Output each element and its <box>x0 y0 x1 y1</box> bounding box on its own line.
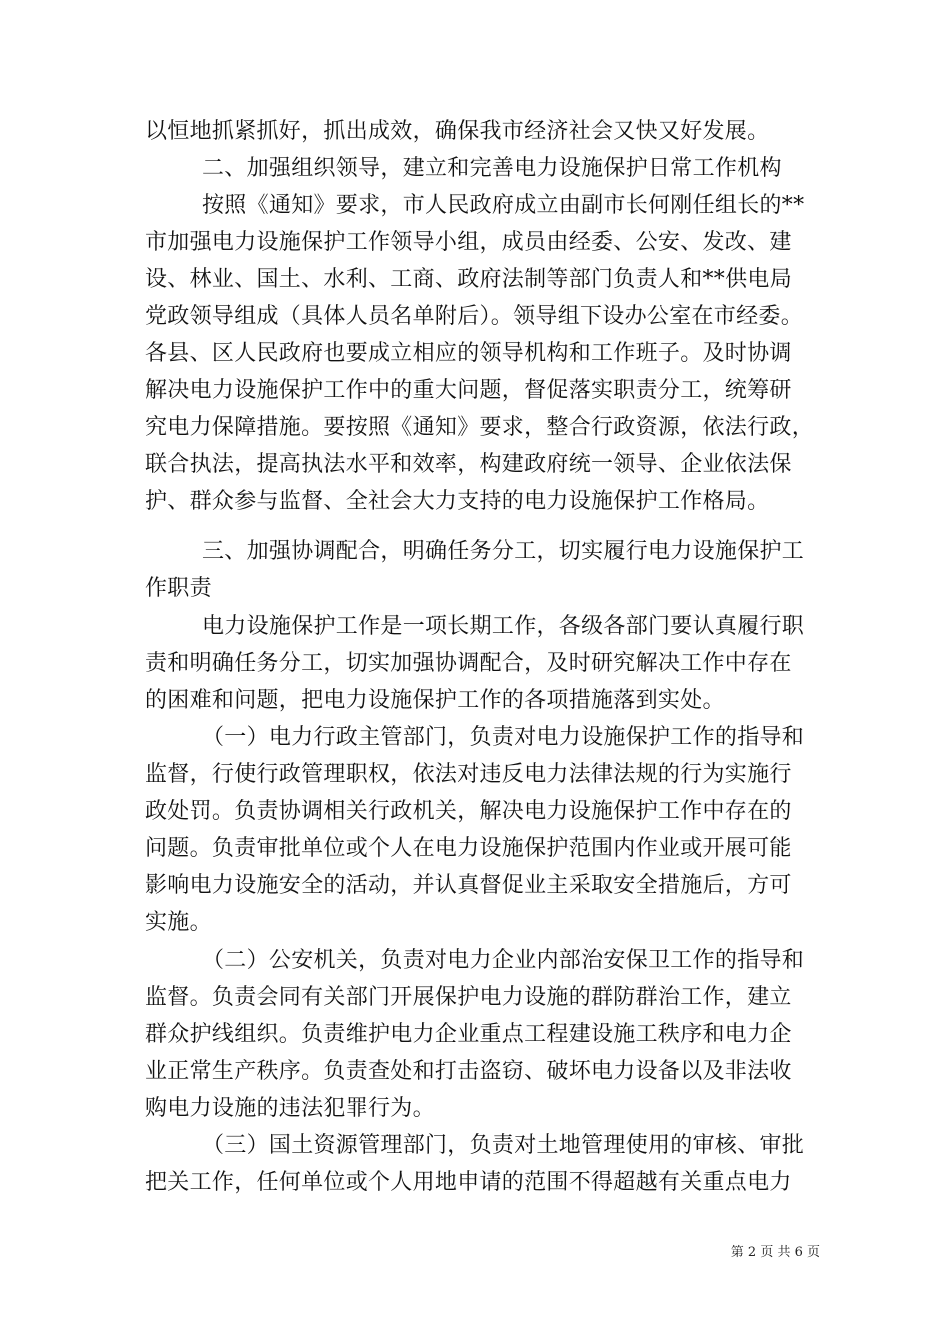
section-heading: 三、加强协调配合，明确任务分工，切实履行电力设施保护工 <box>202 539 805 564</box>
text-line: 究电力保障措施。要按照《通知》要求，整合行政资源，依法行政， <box>145 415 815 440</box>
text-line: 责和明确任务分工，切实加强协调配合，及时研究解决工作中存在 <box>145 651 792 676</box>
section-heading-cont: 作职责 <box>145 576 212 601</box>
text-line: 护、群众参与监督、全社会大力支持的电力设施保护工作格局。 <box>145 489 770 514</box>
text-line: 业正常生产秩序。负责查处和打击盗窃、破坏电力设备以及非法收 <box>145 1059 792 1084</box>
text-line: （二）公安机关，负责对电力企业内部治安保卫工作的指导和 <box>202 948 805 973</box>
text-line: 解决电力设施保护工作中的重大问题，督促落实职责分工，统筹研 <box>145 378 792 403</box>
text-line: 实施。 <box>145 910 212 935</box>
text-line: 把关工作，任何单位或个人用地申请的范围不得超越有关重点电力 <box>145 1170 792 1195</box>
text-line: 联合执法，提高执法水平和效率，构建政府统一领导、企业依法保 <box>145 452 792 477</box>
text-line: 影响电力设施安全的活动，并认真督促业主采取安全措施后，方可 <box>145 873 792 898</box>
section-heading: 二、加强组织领导，建立和完善电力设施保护日常工作机构 <box>202 156 782 181</box>
text-line: 党政领导组成（具体人员名单附后）。领导组下设办公室在市经委。 <box>145 304 804 329</box>
text-line: 监督。负责会同有关部门开展保护电力设施的群防群治工作，建立 <box>145 985 792 1010</box>
text-line: 按照《通知》要求，市人民政府成立由副市长何刚任组长的** <box>202 193 805 218</box>
text-line: 群众护线组织。负责维护电力企业重点工程建设施工秩序和电力企 <box>145 1022 792 1047</box>
text-line: 以恒地抓紧抓好，抓出成效，确保我市经济社会又快又好发展。 <box>145 119 770 144</box>
text-line: 电力设施保护工作是一项长期工作，各级各部门要认真履行职 <box>202 614 805 639</box>
text-line: 购电力设施的违法犯罪行为。 <box>145 1096 435 1121</box>
text-line: 市加强电力设施保护工作领导小组，成员由经委、公安、发改、建 <box>145 230 792 255</box>
text-line: 的困难和问题，把电力设施保护工作的各项措施落到实处。 <box>145 688 725 713</box>
text-line: 设、林业、国土、水利、工商、政府法制等部门负责人和**供电局 <box>145 267 793 292</box>
page-number: 第 2 页 共 6 页 <box>730 1245 820 1260</box>
text-line: 各县、区人民政府也要成立相应的领导机构和工作班子。及时协调 <box>145 341 792 366</box>
text-line: 政处罚。负责协调相关行政机关，解决电力设施保护工作中存在的 <box>145 799 792 824</box>
text-line: 问题。负责审批单位或个人在电力设施保护范围内作业或开展可能 <box>145 836 792 861</box>
text-line: （三）国土资源管理部门，负责对土地管理使用的审核、审批 <box>202 1133 805 1158</box>
text-line: 监督，行使行政管理职权，依法对违反电力法律法规的行为实施行 <box>145 762 792 787</box>
text-line: （一）电力行政主管部门，负责对电力设施保护工作的指导和 <box>202 725 805 750</box>
